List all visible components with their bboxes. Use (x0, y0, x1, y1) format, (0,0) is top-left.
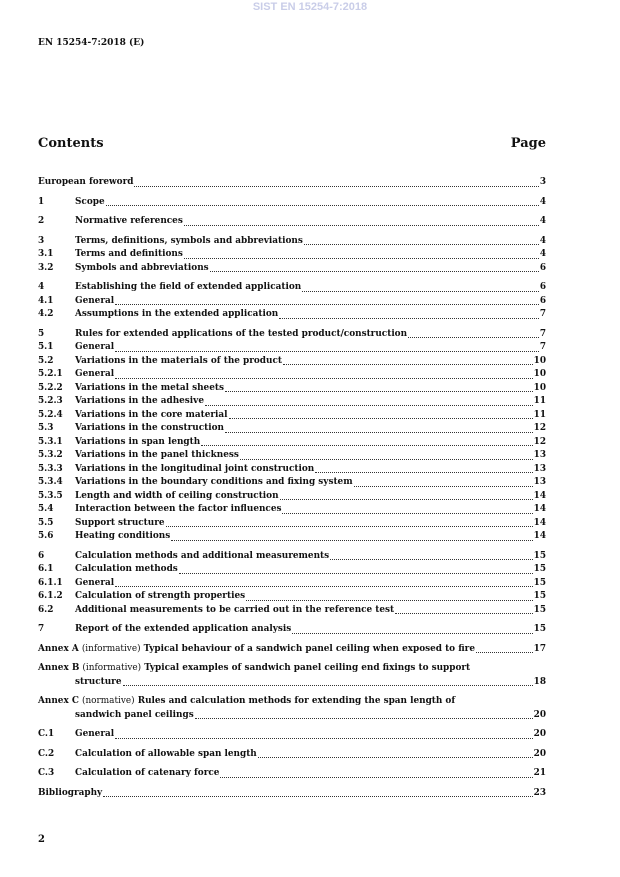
toc-section-title: Calculation of strength properties (75, 591, 246, 601)
toc-leader-dots (115, 378, 533, 379)
annex-title: Typical examples of sandwich panel ceiling end fixings to support (144, 663, 471, 673)
toc-section-number: 5.2.1 (38, 369, 63, 379)
toc-section-number: 6.2 (38, 604, 54, 615)
toc-section-number: 5.3.4 (38, 477, 63, 487)
toc-section-number: 5.2.2 (38, 382, 63, 393)
toc-leader-dots (225, 432, 533, 433)
toc-entry[interactable] (38, 604, 546, 618)
toc-leader-dots (408, 337, 539, 338)
toc-entry[interactable] (38, 563, 546, 577)
toc-page-number: 13 (533, 450, 546, 460)
toc-entry[interactable] (38, 490, 546, 504)
toc-leader-dots (166, 526, 533, 527)
document-id: EN 15254-7:2018 (E) (38, 38, 145, 48)
toc-section-number: 2 (38, 216, 45, 226)
toc-section-number: 5.2.4 (38, 409, 63, 420)
watermark: SIST EN 15254-7:2018 (252, 1, 368, 13)
toc-page-number: 3 (539, 177, 546, 187)
toc-section-number: 5.3.5 (38, 490, 63, 501)
toc-section-title: Support structure (75, 517, 165, 528)
toc-section-title: Variations in the panel thickness (75, 450, 239, 460)
toc-entry[interactable] (38, 449, 546, 463)
toc-leader-dots (240, 459, 533, 460)
toc-page-number: 10 (533, 382, 546, 393)
toc-leader-dots (106, 205, 539, 206)
toc-section-title: Rules for extended applications of the tested product/construction (75, 328, 408, 339)
toc-section-title: Scope (75, 196, 105, 207)
toc-section-number: 4 (38, 282, 45, 292)
toc-page-number: 13 (533, 463, 546, 474)
toc-entry[interactable] (38, 308, 546, 322)
toc-section-title: Terms and definitions (75, 249, 183, 259)
toc-page-number: 6 (539, 262, 546, 273)
toc-leader-dots (184, 258, 539, 259)
annex-title: Rules and calculation methods for extending the span length of (137, 696, 456, 706)
toc-section-title: Calculation of catenary force (75, 768, 220, 778)
toc-section-number: 3.2 (38, 262, 54, 273)
annex-title-continued: structure (75, 676, 122, 687)
toc-entry[interactable] (38, 463, 546, 477)
toc-leader-dots (171, 540, 532, 541)
toc-leader-dots (225, 391, 533, 392)
toc-entry[interactable] (38, 422, 546, 436)
toc-page-number: 18 (533, 676, 546, 687)
contents-heading: Contents (38, 136, 104, 151)
toc-page-number: 15 (533, 604, 546, 615)
toc-section-number: C.3 (38, 768, 55, 778)
toc-page-number: 4 (539, 216, 546, 226)
toc-page-number: 12 (533, 436, 546, 447)
toc-page-number: 20 (533, 748, 546, 759)
toc-section-number: 4.1 (38, 295, 54, 306)
toc-entry[interactable] (38, 341, 546, 355)
annex-kind: (informative) (81, 643, 141, 654)
toc-page-number: 17 (533, 643, 546, 654)
toc-entry[interactable] (38, 262, 546, 276)
toc-section-number: 5.4 (38, 504, 54, 514)
toc-section-number: 5.3.3 (38, 463, 63, 474)
toc-section-number: 6.1.2 (38, 591, 63, 601)
toc-section-number: 6.1.1 (38, 577, 63, 588)
toc-entry[interactable] (38, 295, 546, 309)
toc-leader-dots (115, 738, 533, 739)
toc-page-number: 4 (539, 249, 546, 259)
toc-section-title: Calculation methods and additional measurements (75, 550, 330, 561)
toc-section-number: 4.2 (38, 309, 54, 319)
toc-section-number: 3 (38, 235, 45, 246)
toc-section-title: Assumptions in the extended application (75, 309, 279, 319)
toc-leader-dots (205, 405, 533, 406)
toc-leader-dots (115, 304, 539, 305)
toc-section-number: 6.1 (38, 564, 54, 574)
annex-label: Annex B (38, 663, 80, 673)
toc-page-number: 11 (533, 409, 546, 420)
page-column-heading: Page (510, 136, 546, 151)
toc-section-number: C.1 (38, 729, 55, 739)
annex-label: Annex A (38, 643, 79, 654)
toc-page-number: 7 (539, 328, 546, 339)
toc-leader-dots (210, 271, 539, 272)
toc-section-number: 5.2 (38, 355, 54, 366)
toc-section-title: Calculation methods (75, 564, 178, 574)
toc-entry[interactable] (38, 368, 546, 382)
toc-page-number: 6 (539, 295, 546, 306)
toc-leader-dots (292, 633, 532, 634)
toc-section-title: Variations in the adhesive (75, 396, 204, 406)
toc-leader-dots (115, 351, 539, 352)
toc-entry[interactable] (38, 767, 546, 781)
toc-page-number: 6 (539, 282, 546, 292)
toc-entry[interactable] (38, 517, 546, 531)
toc-page-number: 7 (539, 309, 546, 319)
toc-entry[interactable] (38, 281, 546, 295)
toc-main-entries (38, 176, 546, 637)
toc-leader-dots (395, 613, 533, 614)
toc-section-title: Interaction between the factor influences (75, 504, 282, 514)
toc-entry[interactable] (38, 235, 546, 249)
toc-entry-annex-b[interactable] (38, 662, 546, 689)
toc-leader-dots (229, 418, 533, 419)
toc-leader-dots (283, 364, 533, 365)
toc-leader-dots (201, 445, 532, 446)
toc-page-number: 7 (539, 342, 546, 352)
toc-section-title: Terms, definitions, symbols and abbreviations (75, 235, 303, 246)
toc-section-title: Additional measurements to be carried out in the reference test (75, 604, 395, 615)
toc-page-number: 20 (533, 709, 546, 720)
table-of-contents (38, 176, 546, 800)
toc-section-number: 6 (38, 550, 45, 561)
toc-entry[interactable] (38, 577, 546, 591)
toc-entry[interactable] (38, 355, 546, 369)
toc-entry[interactable] (38, 196, 546, 210)
toc-section-title: Variations in span length (75, 436, 201, 447)
toc-section-title: Calculation of allowable span length (75, 748, 257, 759)
toc-section-title: Variations in the longitudinal joint construction (75, 463, 315, 474)
toc-leader-dots (282, 513, 532, 514)
toc-leader-dots (134, 186, 538, 187)
toc-page-number: 21 (533, 768, 546, 778)
toc-leader-dots (304, 244, 539, 245)
toc-entry[interactable] (38, 787, 546, 801)
toc-section-title: European foreword (38, 177, 134, 187)
toc-entry[interactable] (38, 728, 546, 742)
toc-entry[interactable] (38, 176, 546, 190)
toc-page-number: 10 (533, 355, 546, 366)
toc-section-number: 5.2.3 (38, 396, 63, 406)
toc-leader-dots (302, 291, 539, 292)
page-number: 2 (38, 834, 45, 845)
toc-entry[interactable] (38, 382, 546, 396)
toc-section-title: General (75, 295, 115, 306)
toc-page-number: 4 (539, 235, 546, 246)
toc-section-number: 5.3 (38, 423, 54, 433)
toc-section-title: General (75, 729, 115, 739)
toc-section-title: Length and width of ceiling construction (75, 490, 279, 501)
toc-annex-entries (38, 722, 546, 800)
annex-title: Typical behaviour of a sandwich panel ceiling when exposed to fire (143, 643, 475, 654)
toc-page-number: 14 (533, 531, 546, 541)
toc-section-number: 5 (38, 328, 45, 339)
toc-section-title: Variations in the core material (75, 409, 228, 420)
toc-page-number: 14 (533, 517, 546, 528)
toc-page-number: 14 (533, 504, 546, 514)
toc-section-title: Variations in the metal sheets (75, 382, 224, 393)
toc-leader-dots (179, 573, 533, 574)
toc-entry[interactable] (38, 409, 546, 423)
toc-section-number: 5.5 (38, 517, 54, 528)
toc-leader-dots (184, 225, 539, 226)
toc-leader-dots (258, 757, 533, 758)
toc-page-number: 23 (533, 787, 546, 798)
toc-section-title: Establishing the field of extended application (75, 282, 302, 292)
toc-leader-dots (354, 486, 533, 487)
annex-kind: (normative) (81, 696, 135, 706)
toc-page-number: 15 (533, 550, 546, 561)
toc-entry[interactable] (38, 748, 546, 762)
toc-section-title: Report of the extended application analysis (75, 624, 292, 634)
toc-leader-dots (330, 559, 533, 560)
toc-entry[interactable] (38, 395, 546, 409)
toc-entry[interactable] (38, 215, 546, 229)
toc-leader-dots (246, 600, 533, 601)
toc-section-title: General (75, 577, 115, 588)
toc-section-number: 5.6 (38, 531, 54, 541)
toc-section-title: Normative references (75, 216, 183, 226)
toc-section-title: Variations in the construction (75, 423, 224, 433)
annex-title-continued: sandwich panel ceilings (75, 709, 194, 720)
toc-section-number: 3.1 (38, 249, 54, 259)
toc-leader-dots (280, 499, 533, 500)
toc-entry[interactable] (38, 530, 546, 544)
toc-section-number: 5.3.1 (38, 436, 63, 447)
toc-page-number: 10 (533, 369, 546, 379)
toc-leader-dots (103, 796, 532, 797)
toc-entry[interactable] (38, 248, 546, 262)
toc-page-number: 13 (533, 477, 546, 487)
toc-entry-annex-a[interactable] (38, 643, 546, 657)
toc-section-number: 1 (38, 196, 45, 207)
toc-page-number: 12 (533, 423, 546, 433)
toc-entry[interactable] (38, 590, 546, 604)
toc-section-title: Symbols and abbreviations (75, 262, 209, 273)
toc-section-title: Bibliography (38, 787, 103, 798)
toc-section-number: C.2 (38, 748, 55, 759)
toc-entry[interactable] (38, 476, 546, 490)
toc-entry[interactable] (38, 328, 546, 342)
toc-page-number: 4 (539, 196, 546, 207)
toc-entry-annex-c[interactable] (38, 695, 546, 722)
toc-page-number: 15 (533, 591, 546, 601)
toc-section-title: General (75, 369, 115, 379)
annex-kind: (informative) (82, 663, 142, 673)
toc-leader-dots (315, 472, 532, 473)
toc-section-title: Heating conditions (75, 531, 171, 541)
toc-leader-dots (279, 318, 539, 319)
toc-leader-dots (115, 586, 533, 587)
toc-leader-dots (220, 777, 532, 778)
toc-page-number: 20 (533, 729, 546, 739)
toc-section-number: 7 (38, 624, 45, 634)
toc-entry[interactable] (38, 436, 546, 450)
toc-page-number: 15 (533, 564, 546, 574)
toc-section-number: 5.1 (38, 342, 54, 352)
annex-label: Annex C (38, 696, 79, 706)
toc-section-title: Variations in the boundary conditions and fixing system (75, 477, 353, 487)
toc-section-title: General (75, 342, 115, 352)
toc-entry[interactable] (38, 503, 546, 517)
toc-entry[interactable] (38, 550, 546, 564)
toc-section-number: 5.3.2 (38, 450, 63, 460)
toc-page-number: 14 (533, 490, 546, 501)
toc-page-number: 11 (533, 396, 546, 406)
toc-entry[interactable] (38, 623, 546, 637)
toc-section-title: Variations in the materials of the product (75, 355, 282, 366)
toc-page-number: 15 (533, 624, 546, 634)
toc-page-number: 15 (533, 577, 546, 588)
